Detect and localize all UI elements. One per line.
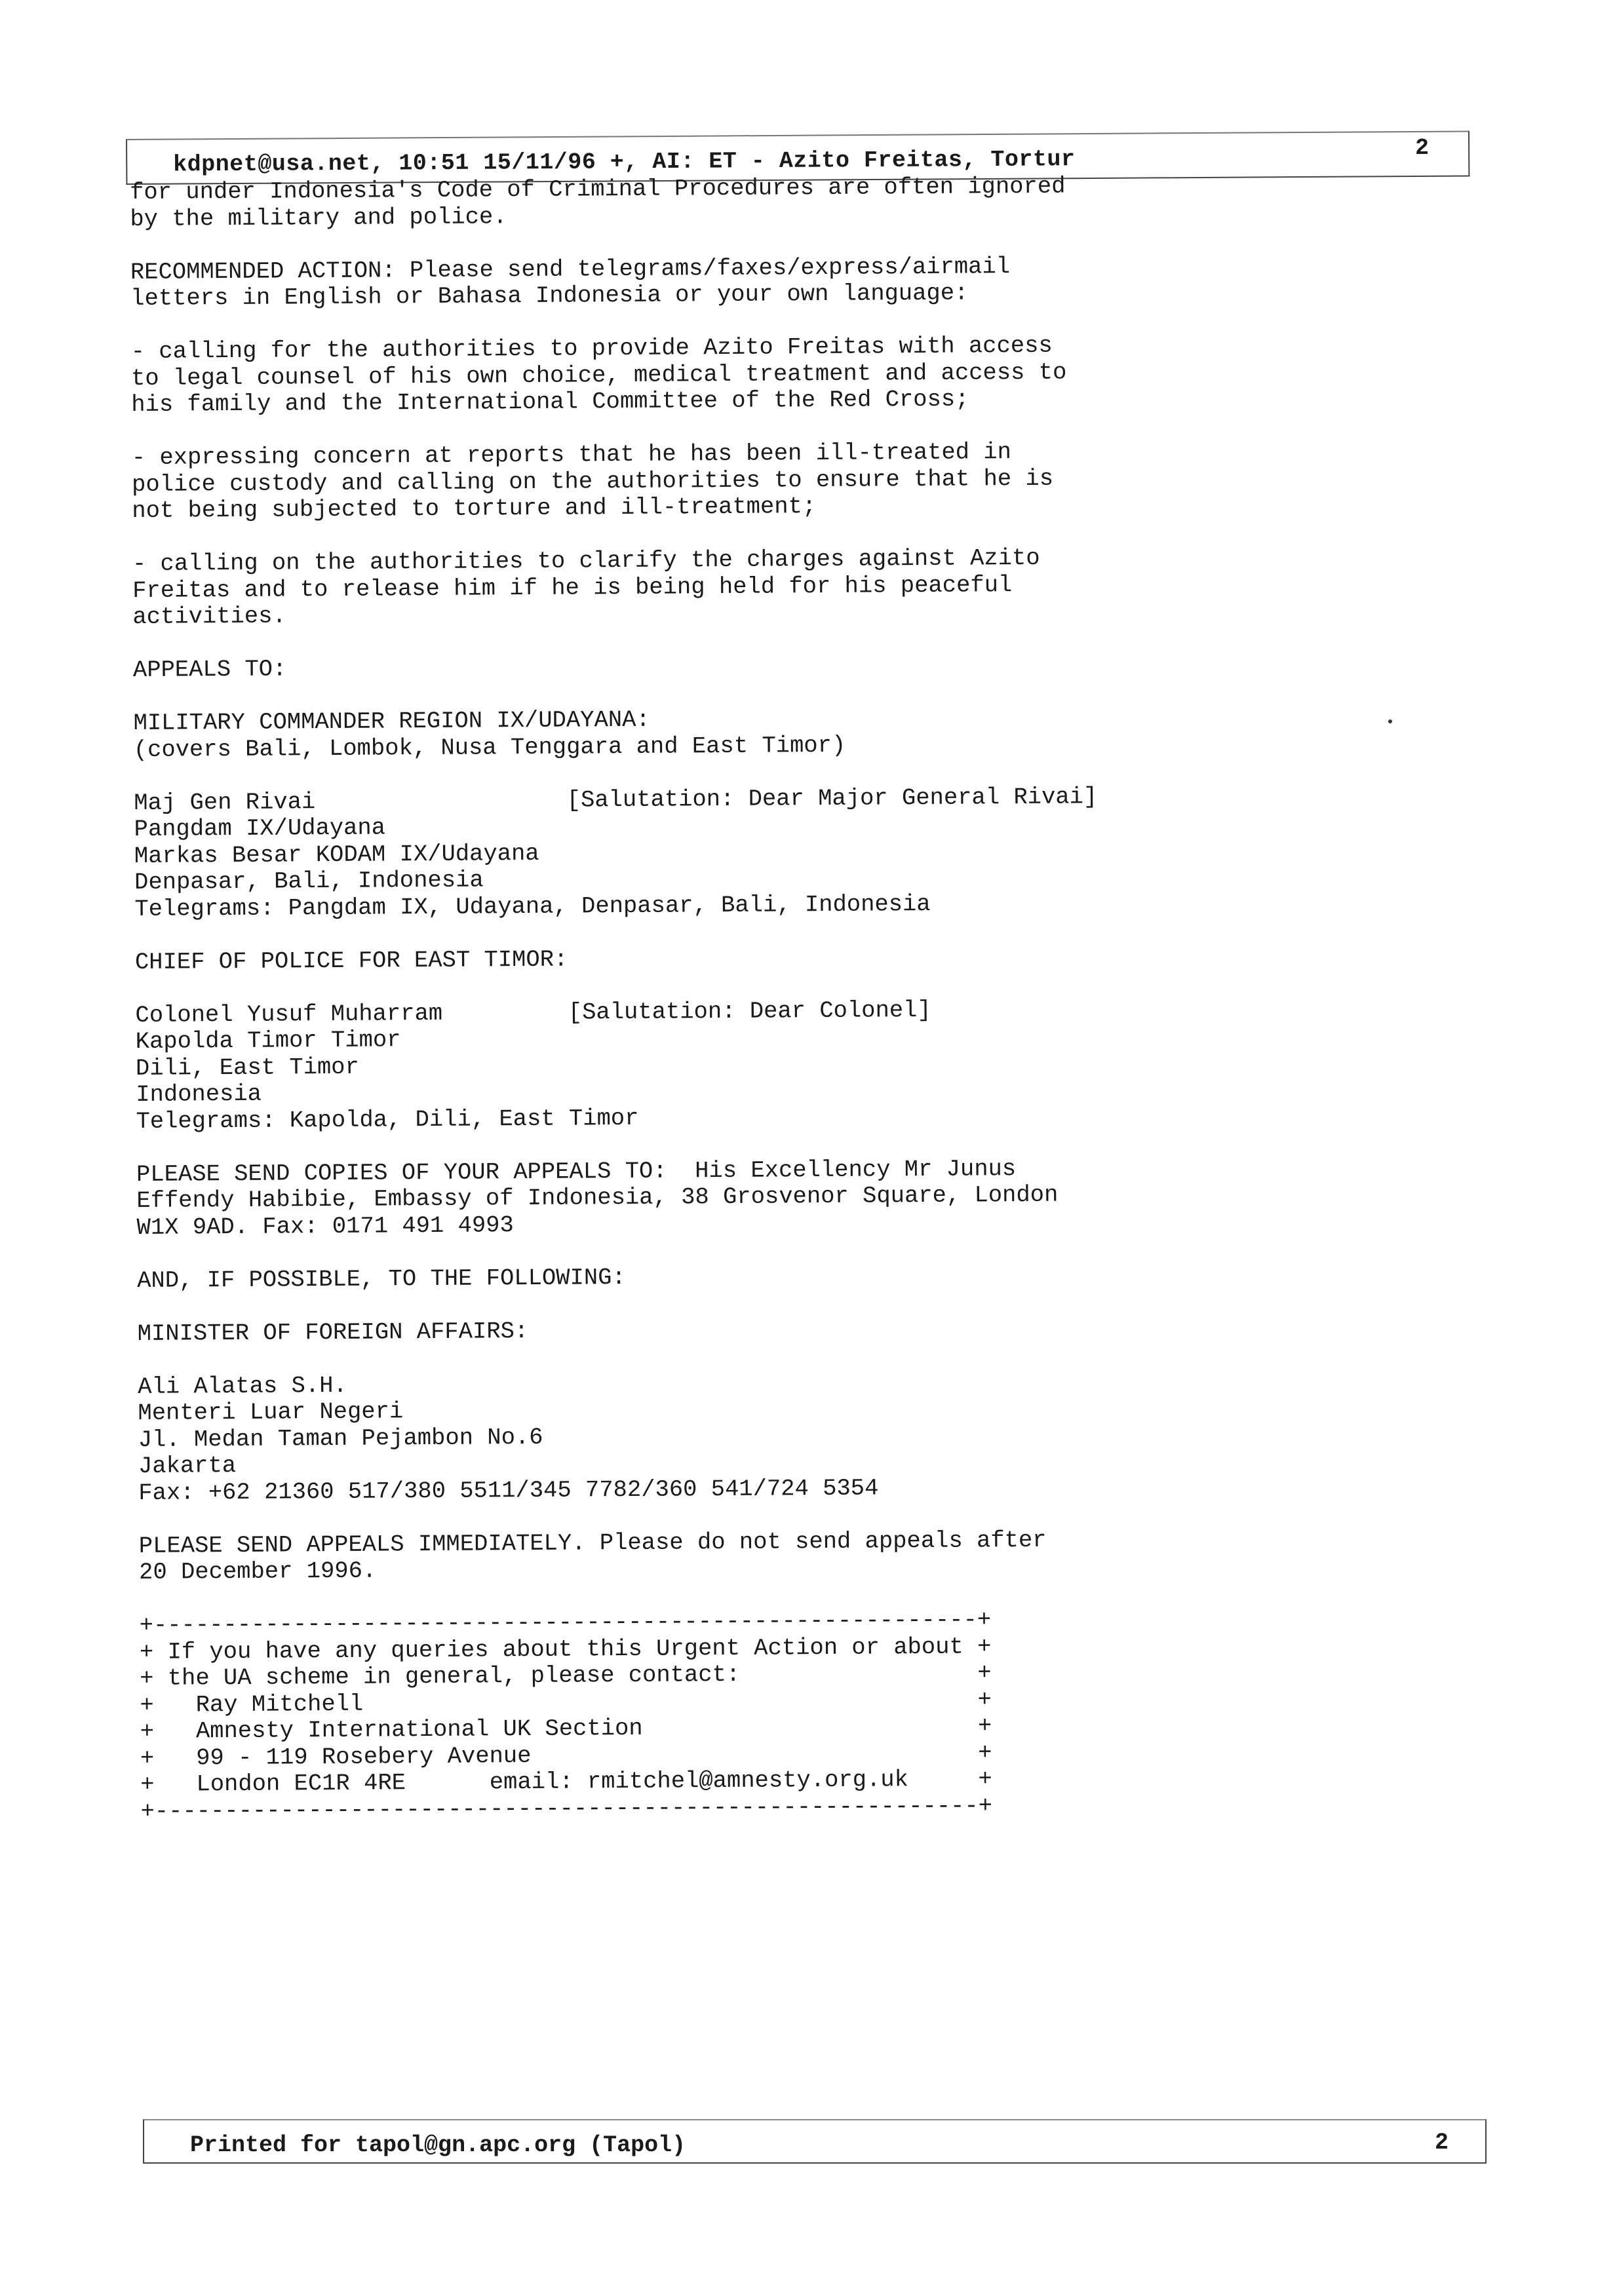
body-line: + the UA scheme in general, please contact: + [140,1659,992,1692]
body-line: PLEASE SEND COPIES OF YOUR APPEALS TO: His Excellency Mr Junus [136,1155,1017,1188]
body-line: for under Indonesia's Code of Criminal Procedures are often ignored [129,172,1066,206]
body-line: letters in English or Bahasa Indonesia or your own language: [130,279,969,312]
body-line: Indonesia [136,1080,262,1108]
body-line: activities. [132,602,286,630]
body-line: Fax: +62 21360 517/380 5511/345 7782/360 541/724 5354 [138,1474,879,1506]
body-line: +-----------------------------------------------------------+ [140,1791,993,1825]
scan-speck [1388,719,1392,723]
body-line: +-----------------------------------------------------------+ [139,1606,992,1639]
body-line: - calling for the authorities to provide Azito Freitas with access [130,332,1053,365]
body-line: Dili, East Timor [135,1053,359,1082]
body-line: Pangdam IX/Udayana [134,814,386,843]
body-line: RECOMMENDED ACTION: Please send telegrams/faxes/express/airmail [130,252,1011,286]
body-line: by the military and police. [130,202,507,233]
body-line: AND, IF POSSIBLE, TO THE FOLLOWING: [137,1263,626,1294]
body-line: Jl. Medan Taman Pejambon No.6 [138,1423,543,1453]
body-line: MILITARY COMMANDER REGION IX/UDAYANA: [133,706,650,737]
body-line: Effendy Habibie, Embassy of Indonesia, 38 Grosvenor Square, London [136,1181,1059,1214]
body-line: Menteri Luar Negeri [138,1398,404,1426]
body-line: + Ray Mitchell + [140,1685,992,1719]
body-line: + London EC1R 4RE email: rmitchel@amnesty.org.uk + [140,1765,992,1798]
body-line: - calling on the authorities to clarify the charges against Azito [132,544,1040,577]
body-line: W1X 9AD. Fax: 0171 491 4993 [136,1211,514,1241]
body-line: Freitas and to release him if he is being held for his peaceful [132,571,1013,604]
body-line: Colonel Yusuf Muharram [Salutation: Dear Colonel] [135,996,931,1029]
body-line: police custody and calling on the authorities to ensure that he is [131,465,1054,498]
header-title: kdpnet@usa.net, 10:51 15/11/96 +, AI: ET - Azito Freitas, Tortur [173,146,1076,178]
body-line: PLEASE SEND APPEALS IMMEDIATELY. Please do not send appeals after [138,1526,1047,1559]
body-line: APPEALS TO: [132,655,287,683]
body-line: CHIEF OF POLICE FOR EAST TIMOR: [134,946,568,976]
body-line: to legal counsel of his own choice, medical treatment and access to [130,358,1067,392]
footer-page-number: 2 [1434,2130,1449,2156]
body-line: (covers Bali, Lombok, Nusa Tenggara and East Timor) [133,731,846,763]
body-line: - expressing concern at reports that he has been ill-treated in [131,438,1012,471]
document-body [130,171,1452,1825]
body-line: + If you have any queries about this Urgent Action or about + [139,1632,992,1666]
body-line: Ali Alatas S.H. [138,1371,347,1400]
body-line: Denpasar, Bali, Indonesia [134,866,484,896]
body-line: + Amnesty International UK Section + [140,1712,992,1745]
body-line: Markas Besar KODAM IX/Udayana [134,839,539,870]
body-line: 20 December 1996. [138,1557,377,1586]
body-line: + 99 - 119 Rosebery Avenue + [140,1738,992,1772]
body-line: Kapolda Timor Timor [135,1026,401,1055]
page-footer [143,2119,1487,2164]
header-page-number: 2 [1414,134,1430,161]
body-line: MINISTER OF FOREIGN AFFAIRS: [137,1317,529,1347]
body-line: Telegrams: Pangdam IX, Udayana, Denpasar, Bali, Indonesia [134,890,931,923]
body-line: Telegrams: Kapolda, Dili, East Timor [136,1104,639,1135]
body-line: Maj Gen Rivai [Salutation: Dear Major General Rivai] [134,782,1098,816]
body-line: Jakarta [138,1451,237,1480]
body-line: not being subjected to torture and ill-treatment; [132,493,817,524]
footer-text: Printed for tapol@gn.apc.org (Tapol) [190,2132,686,2158]
body-line: his family and the International Committee of the Red Cross; [131,385,969,418]
